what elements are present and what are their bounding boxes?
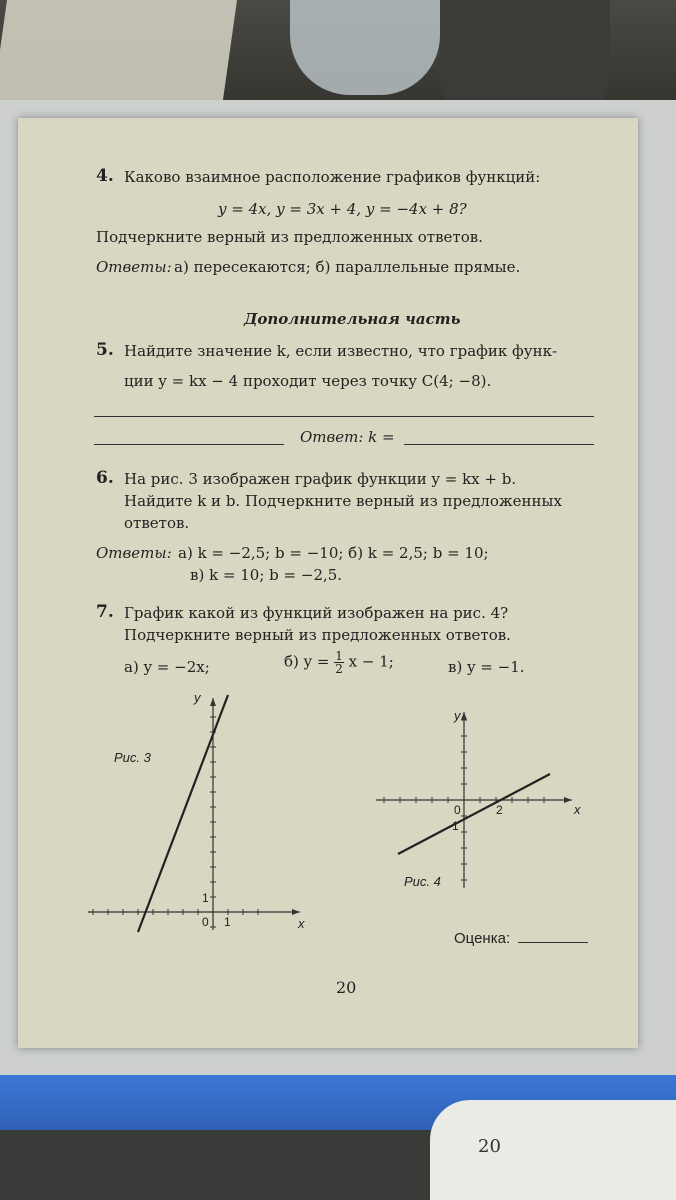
q5-answer-label: Ответ: k = [300,428,395,446]
figure-4-graph [368,706,598,896]
fig4-y-arrow [461,712,467,720]
fraction-denominator: 2 [335,662,343,676]
fig3-y-arrow [210,698,216,706]
fig4-x-arrow [564,797,572,803]
fig3-function-line [138,695,228,932]
fig4-origin-label: 0 [454,803,461,817]
q7-option-b-suffix: x − 1; [348,652,394,671]
page-number: 20 [336,978,357,997]
fig4-x-label: x [574,802,581,817]
fig3-origin-label: 0 [202,915,209,929]
q4-number: 4. [96,166,114,186]
q6-line1: На рис. 3 изображен график функции y = kx + b. [124,470,517,488]
q5-line2: ции y = kx − 4 проходит через точку C(4; −8). [124,372,492,390]
q5-line1: Найдите значение k, если известно, что график функ- [124,342,558,360]
q7-option-b-prefix: б) y = [284,652,330,671]
fig4-function-line [398,774,550,854]
fig3-x-tick-label: 1 [224,915,231,929]
q4-text: Каково взаимное расположение графиков функций: [124,168,541,186]
fraction-one-half [334,650,344,675]
fig4-y-label: y [454,708,461,723]
fig3-y-label: y [194,690,201,705]
fig4-y-tick-label: -1 [448,819,459,833]
section-title: Дополнительная часть [244,310,461,328]
fig4-x-tick-label: 2 [496,803,503,817]
fig4-caption: Рис. 4 [404,874,441,889]
fig3-x-label: x [298,916,305,931]
grade-field[interactable] [518,942,588,943]
q5-answer-field[interactable] [404,444,594,445]
next-page-number: 20 [478,1136,501,1157]
background-object [0,0,237,100]
q6-answers-line1: а) k = −2,5; b = −10; б) k = 2,5; b = 10; [178,544,489,562]
fig3-caption: Рис. 3 [114,750,151,765]
q5-solution-line [94,416,594,417]
q7-line1: График какой из функций изображен на рис. 4? [124,604,509,622]
q6-line3: ответов. [124,514,190,532]
q6-answers-line2: в) k = 10; b = −2,5. [190,566,343,584]
background-object [440,0,610,110]
q7-option-a: а) y = −2x; [124,658,210,676]
fig3-y-tick-label: 1 [202,891,209,905]
q4-answers: а) пересекаются; б) параллельные прямые. [174,258,521,276]
q7-option-b [284,650,394,675]
q7-line2: Подчеркните верный из предложенных ответов. [124,626,511,644]
fig3-x-arrow [292,909,300,915]
q7-option-c: в) y = −1. [448,658,525,676]
q4-functions: y = 4x, y = 3x + 4, y = −4x + 8? [218,200,467,218]
workbook-page [18,118,638,1048]
q7-number: 7. [96,602,114,622]
next-page-corner [430,1100,676,1200]
q4-answers-label: Ответы: [96,258,172,276]
q6-number: 6. [96,468,114,488]
q6-answers-label: Ответы: [96,544,172,562]
q6-line2: Найдите k и b. Подчеркните верный из предложенных [124,492,562,510]
q5-number: 5. [96,340,114,360]
background-object [290,0,440,95]
fraction-numerator: 1 [335,649,343,663]
grade-label: Оценка: [454,930,511,947]
figure-3-graph [78,690,318,950]
q5-solution-line [94,444,284,445]
q4-instruction: Подчеркните верный из предложенных ответов. [96,228,483,246]
